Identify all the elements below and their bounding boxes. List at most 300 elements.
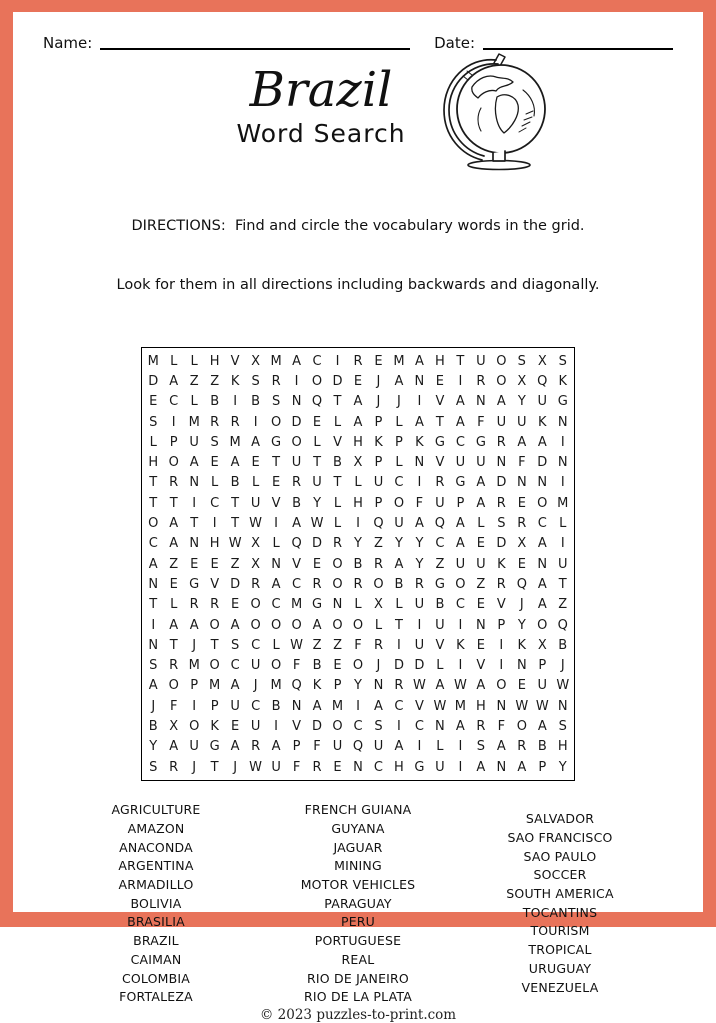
grid-cell: Y [354,536,362,552]
grid-cell: I [458,617,463,633]
grid-cell: K [456,637,465,653]
grid-cell: L [395,597,403,613]
grid-cell: I [253,414,258,430]
grid-cell: A [169,373,179,389]
grid-cell: U [537,678,548,694]
grid-cell: L [436,658,444,674]
grid-cell: P [374,495,383,511]
grid-cell: O [537,495,548,511]
grid-cell: A [169,516,179,532]
grid-cell: X [251,536,261,552]
grid-cell: T [169,495,178,511]
grid-cell: V [292,718,302,734]
grid-cell: A [312,617,322,633]
grid-cell: L [313,434,321,450]
grid-cell: U [291,455,302,471]
grid-cell: H [148,455,159,471]
grid-cell: G [414,759,425,775]
grid-cell: M [229,434,241,450]
grid-cell: K [230,373,240,389]
grid-cell: E [210,455,219,471]
grid-cell: L [333,414,342,430]
grid-cell: U [476,353,486,369]
grid-cell: E [312,556,322,572]
grid-cell: R [251,739,261,755]
grid-cell: D [393,658,404,674]
word-list-item: TOCANTINS [522,904,598,920]
grid-cell: O [332,576,343,592]
grid-cell: L [395,414,403,430]
grid-cell: K [538,414,547,430]
grid-cell: O [496,373,507,389]
grid-cell: N [414,455,425,471]
grid-cell: I [417,394,422,410]
grid-cell: Q [557,617,568,633]
word-list-item: ARGENTINA [118,858,194,874]
grid-cell: I [417,617,422,633]
grid-cell: E [435,373,444,389]
word-list-item: RIO DE LA PLATA [303,989,413,1005]
grid-cell: A [455,536,465,552]
grid-cell: U [435,617,445,633]
grid-cell: S [149,414,158,430]
grid-cell: I [151,617,156,633]
grid-cell: C [271,597,281,613]
header-row [43,34,673,52]
grid-cell: X [537,353,547,369]
grid-cell: C [230,658,240,674]
grid-cell: Y [517,394,526,410]
word-list-item: FORTALEZA [119,989,193,1005]
grid-cell: U [476,556,486,572]
grid-cell: O [168,455,179,471]
grid-cell: R [230,414,240,430]
grid-cell: Z [189,373,199,389]
grid-cell: I [274,516,278,532]
grid-cell: I [274,718,278,734]
grid-cell: V [292,556,302,572]
grid-cell: B [353,556,363,572]
grid-cell: R [312,759,322,775]
grid-cell: U [435,759,445,775]
grid-cell: I [499,637,504,653]
grid-cell: N [537,556,548,572]
directions-line2: Look for them in all directions including backwards and diagonally. [116,276,600,293]
grid-cell: F [518,455,526,471]
grid-cell: I [356,698,360,714]
grid-cell: T [333,394,342,410]
grid-cell: E [476,637,485,653]
grid-cell: H [475,698,486,714]
grid-cell: Z [210,373,220,389]
grid-cell: A [476,759,486,775]
grid-cell: S [517,353,526,369]
grid-cell: W [433,698,447,714]
grid-cell: G [189,576,200,592]
grid-cell: J [151,698,156,714]
word-list-item: CAIMAN [130,951,182,967]
grid-cell: F [313,739,321,755]
grid-cell: I [458,759,463,775]
grid-cell: C [148,536,158,552]
grid-cell: D [537,455,548,471]
word-list-item: ANACONDA [119,839,193,855]
grid-cell: W [515,698,529,714]
grid-cell: R [517,516,527,532]
grid-cell: T [456,353,465,369]
word-list-item: TOURISM [530,923,590,939]
grid-cell: T [435,414,444,430]
grid-cell: J [376,658,381,674]
grid-cell: E [374,353,383,369]
grid-cell: I [417,739,422,755]
grid-cell: C [537,516,547,532]
grid-cell: Z [435,556,445,572]
grid-cell: A [148,678,158,694]
grid-cell: H [394,759,404,775]
grid-cell: L [190,353,198,369]
grid-cell: S [558,353,567,369]
grid-cell: T [149,475,158,491]
grid-cell: P [190,678,199,694]
grid-cell: Y [415,536,424,552]
grid-cell: E [333,658,342,674]
grid-cell: A [394,373,404,389]
grid-cell: A [455,718,465,734]
grid-cell: R [394,678,404,694]
grid-cell: I [499,658,504,674]
word-list-item: BOLIVIA [130,895,182,911]
grid-cell: N [271,556,281,572]
grid-cell: D [230,576,241,592]
grid-cell: A [517,759,527,775]
grid-cell: N [189,536,200,552]
word-list-item: PERU [340,914,376,930]
grid-cell: N [557,455,568,471]
grid-cell: J [192,759,197,775]
grid-cell: D [496,475,507,491]
grid-cell: O [270,658,282,674]
grid-cell: T [558,576,567,592]
grid-cell: M [557,495,569,511]
grid-cell: N [353,759,363,775]
grid-cell: A [230,678,240,694]
grid-cell: I [417,475,422,491]
grid-cell: R [353,353,363,369]
grid-cell: K [558,373,568,389]
grid-cell: T [210,637,219,653]
grid-cell: A [271,576,281,592]
grid-cell: X [537,637,547,653]
grid-cell: N [189,475,200,491]
grid-cell: U [189,739,199,755]
grid-cell: A [292,516,302,532]
grid-cell: A [189,455,199,471]
word-list-item: MINING [334,858,382,874]
grid-cell: Q [434,516,446,532]
grid-cell: U [537,394,548,410]
grid-cell: E [210,556,219,572]
grid-cell: I [171,414,176,430]
grid-cell: V [435,394,445,410]
grid-cell: J [519,597,524,613]
grid-cell: Z [333,637,342,653]
grid-cell: M [147,353,159,369]
grid-cell: A [414,516,424,532]
grid-cell: K [210,718,219,734]
grid-cell: A [476,678,486,694]
grid-cell: E [312,414,322,430]
grid-cell: I [458,373,463,389]
grid-cell: Y [558,759,567,775]
grid-cell: U [373,739,384,755]
grid-cell: I [458,658,463,674]
grid-cell: N [475,617,486,633]
grid-cell: R [435,475,445,491]
grid-cell: T [231,516,240,532]
word-list-item: MOTOR VEHICLES [300,877,416,893]
grid-cell: U [476,455,486,471]
page-title: Brazil [249,62,393,118]
grid-cell: J [560,658,565,674]
grid-cell: D [414,658,425,674]
grid-cell: W [249,759,263,775]
grid-cell: H [209,353,220,369]
grid-cell: A [537,434,547,450]
grid-cell: C [353,718,363,734]
grid-cell: E [517,556,526,572]
grid-cell: N [557,414,568,430]
grid-cell: O [373,576,384,592]
grid-cell: M [209,678,221,694]
grid-cell: M [454,698,466,714]
grid-cell: N [516,658,527,674]
grid-cell: P [497,617,506,633]
grid-cell: V [230,353,240,369]
date-blank-line [483,46,673,50]
grid-cell: D [312,536,323,552]
grid-cell: N [332,597,343,613]
grid-cell: S [558,718,567,734]
grid-cell: C [292,576,302,592]
word-list-item: VENEZUELA [521,979,599,995]
grid-cell: O [332,556,343,572]
grid-cell: R [210,414,220,430]
grid-cell: A [353,394,363,410]
grid-cell: E [271,475,281,491]
grid-cell: N [148,576,159,592]
grid-cell: M [188,414,200,430]
grid-cell: V [414,698,424,714]
date-label: Date: [434,34,475,52]
word-lists [13,801,703,1007]
grid-cell: A [455,394,465,410]
grid-cell: L [149,434,157,450]
grid-cell: U [250,718,261,734]
grid-cell: W [228,536,242,552]
grid-cell: E [476,536,485,552]
grid-cell: C [373,759,383,775]
grid-cell: N [291,698,302,714]
grid-cell: M [393,353,405,369]
grid-cell: N [148,637,159,653]
word-list-column-2 [265,801,451,1007]
grid-cell: G [271,434,282,450]
grid-cell: D [291,414,302,430]
grid-cell: Q [537,373,548,389]
grid-cell: Q [291,678,302,694]
grid-cell: P [333,678,342,694]
grid-cell: U [455,556,466,572]
grid-cell: S [476,739,485,755]
grid-cell: U [455,455,466,471]
copyright-text: © 2023 puzzles-to-print.com [259,1006,457,1023]
grid-cell: O [148,516,159,532]
grid-cell: A [537,536,547,552]
grid-cell: R [517,739,527,755]
grid-cell: F [477,414,485,430]
grid-cell: R [373,637,383,653]
grid-cell: B [537,739,547,755]
grid-cell: W [310,516,324,532]
grid-cell: I [397,718,401,734]
grid-cell: O [270,414,282,430]
grid-cell: I [560,475,565,491]
grid-cell: A [435,678,445,694]
directions-block [13,178,703,334]
word-list-item: AMAZON [127,820,185,836]
grid-cell: J [376,373,381,389]
grid-cell: A [476,495,486,511]
grid-cell: F [292,658,301,674]
grid-cell: G [312,597,323,613]
word-list-item: SOUTH AMERICA [506,886,614,902]
grid-cell: Z [476,576,486,592]
grid-cell: G [434,434,445,450]
grid-cell: I [356,516,360,532]
grid-cell: P [292,739,301,755]
grid-cell: L [272,536,280,552]
grid-cell: L [477,516,485,532]
grid-cell: A [169,617,179,633]
grid-cell: L [559,516,567,532]
grid-cell: A [496,394,506,410]
grid-cell: A [169,739,179,755]
grid-cell: O [455,576,466,592]
grid-cell: A [537,718,547,734]
grid-cell: W [412,678,426,694]
grid-cell: X [353,455,363,471]
grid-cell: E [353,373,363,389]
grid-cell: M [331,698,344,714]
grid-cell: R [169,759,179,775]
grid-cell: R [332,536,343,552]
grid-cell: H [435,353,445,369]
grid-cell: B [292,495,302,511]
globe-icon [437,52,549,176]
grid-cell: C [169,394,179,410]
grid-cell: R [312,576,322,592]
grid-cell: O [352,617,364,633]
grid-cell: L [190,394,198,410]
grid-cell: B [333,455,342,471]
grid-cell: Q [291,536,302,552]
grid-cell: U [394,516,404,532]
grid-cell: A [169,536,179,552]
word-list-item: SAO FRANCISCO [507,829,613,845]
grid-cell: A [292,353,302,369]
grid-cell: O [168,678,179,694]
grid-cell: A [230,739,240,755]
grid-cell: D [496,536,507,552]
grid-cell: X [251,353,261,369]
grid-cell: O [189,718,200,734]
grid-cell: Y [149,739,158,755]
grid-cell: P [169,434,178,450]
grid-cell: U [250,658,261,674]
grid-cell: R [476,718,486,734]
word-list-item: ARMADILLO [118,877,194,893]
grid-cell: S [497,516,506,532]
grid-cell: B [148,718,158,734]
name-blank-line [100,46,410,50]
grid-cell: U [435,495,445,511]
grid-cell: I [192,495,197,511]
word-list-item: PARAGUAY [324,895,392,911]
grid-cell: A [455,516,465,532]
grid-cell: L [395,455,403,471]
grid-cell: P [374,414,383,430]
grid-cell: V [271,495,281,511]
grid-cell: F [415,495,424,511]
grid-cell: T [313,455,322,471]
grid-cell: B [312,658,322,674]
grid-cell: M [270,678,282,694]
grid-cell: M [290,597,303,613]
grid-cell: O [250,597,261,613]
grid-cell: N [414,373,425,389]
grid-cell: A [414,353,424,369]
grid-cell: A [230,455,240,471]
grid-cell: I [192,698,197,714]
grid-cell: R [292,475,302,491]
grid-cell: H [353,495,363,511]
grid-cell: A [230,617,240,633]
word-list-item: GUYANA [331,820,385,836]
grid-cell: N [496,455,507,471]
grid-cell: E [333,759,342,775]
word-search-grid [141,347,575,781]
grid-cell: R [414,576,424,592]
grid-cell: B [251,394,261,410]
grid-cell: A [537,597,547,613]
grid-cell: O [332,718,343,734]
grid-cell: P [538,759,547,775]
grid-cell: O [209,617,220,633]
grid-cell: E [476,597,485,613]
grid-cell: U [271,759,281,775]
grid-cell: F [292,759,301,775]
grid-cell: A [251,434,261,450]
grid-cell: V [496,597,506,613]
grid-cell: I [212,516,217,532]
grid-cell: T [231,495,240,511]
grid-cell: Y [415,556,424,572]
grid-cell: L [170,353,178,369]
word-list-column-3 [467,801,653,1007]
grid-cell: A [394,556,404,572]
grid-cell: P [538,658,547,674]
